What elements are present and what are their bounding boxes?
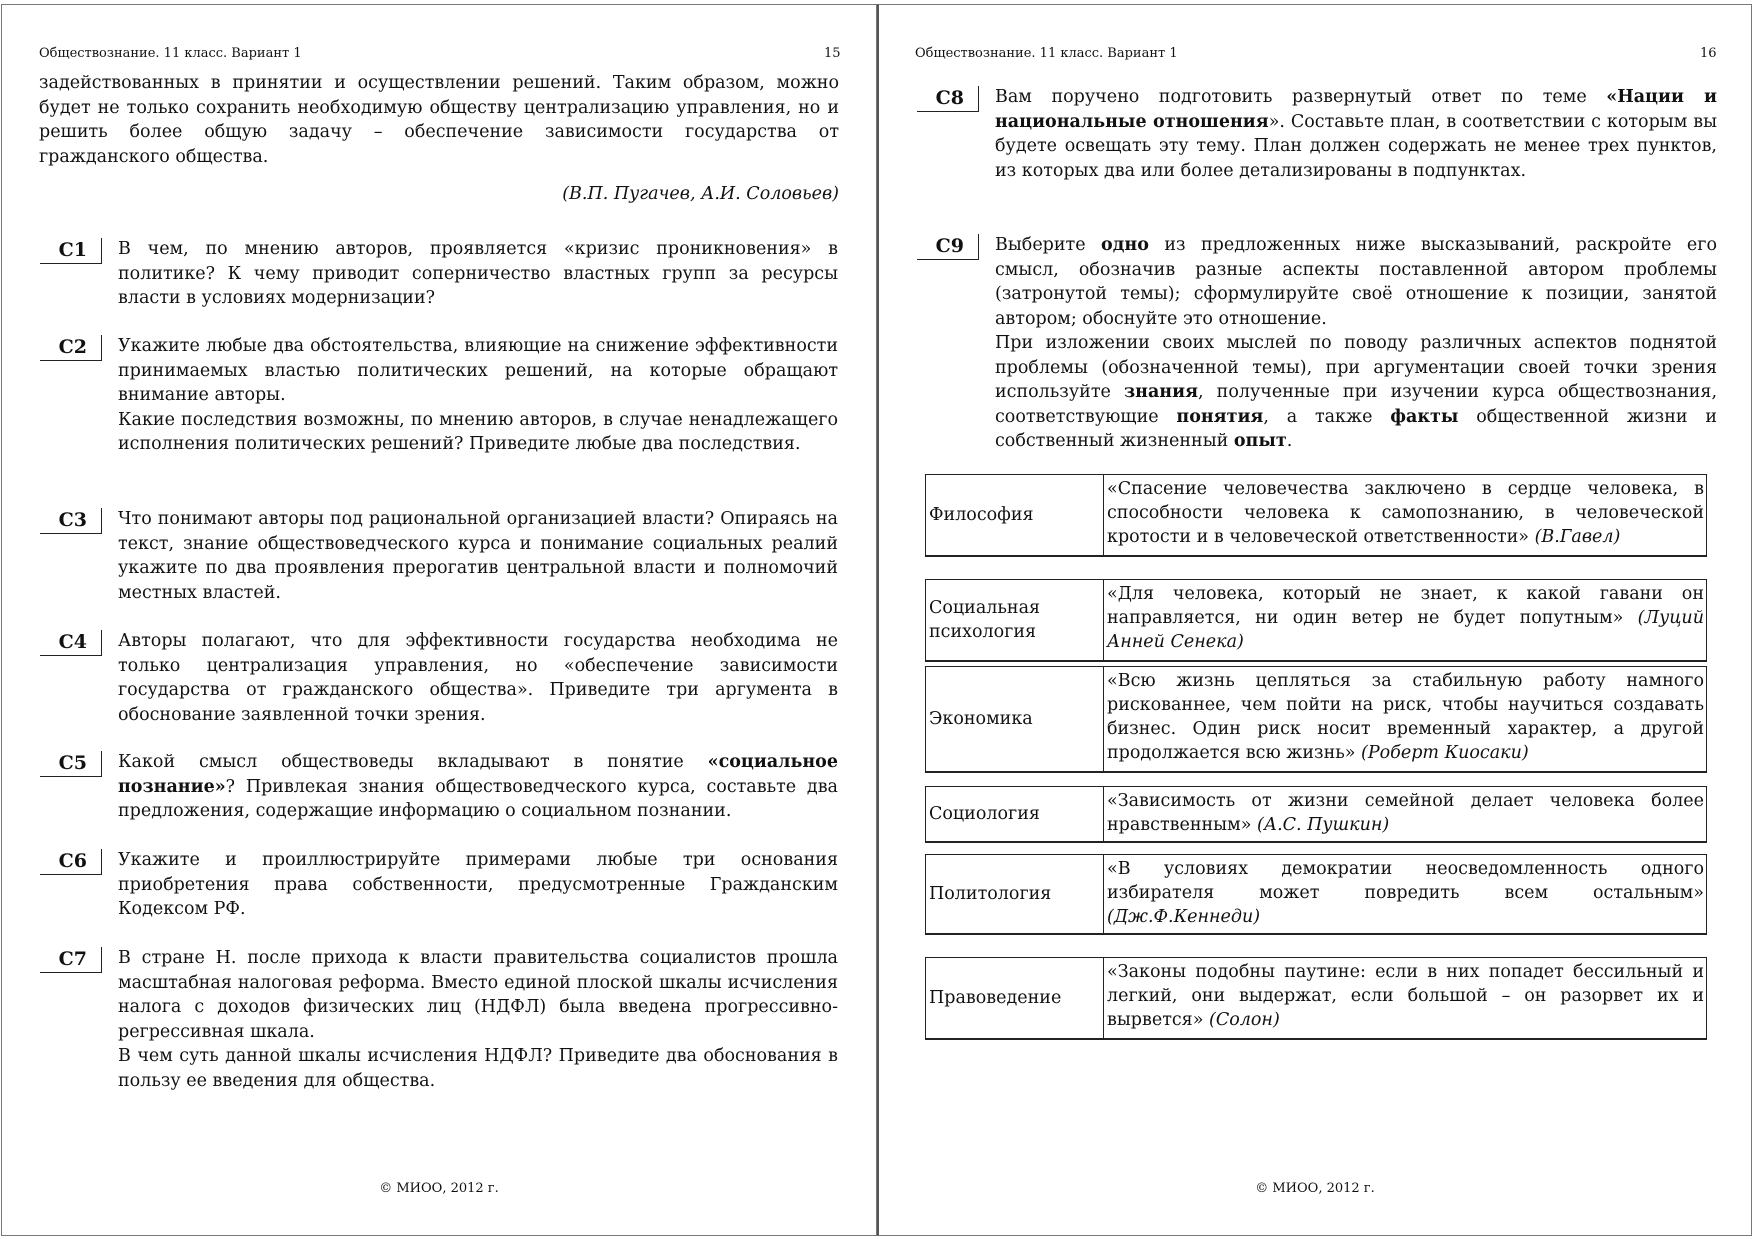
quote-author: (Солон) [1209,1010,1280,1030]
text-segment: Укажите любые два обстоятельства, влияющие на снижение эффективности принимаемых властью политических решений, на которые обращают внимание авторы. [118,336,838,405]
bold-text: «Нации и национальные отношения [995,87,1717,132]
question-paragraph [118,507,838,605]
text-segment: Выберите [995,235,1102,255]
quote-author: (В.Гавел) [1534,527,1621,547]
quote-option [925,957,1707,1040]
quote-cell [1104,855,1706,933]
question-paragraph [995,233,1717,331]
quote-author: (Дж.Ф.Кеннеди) [1107,907,1261,927]
bold-text: понятия [1176,406,1264,427]
quote-subject: Социология [926,787,1104,841]
question-label: С7 [40,947,102,973]
quote-text: «Всю жизнь цепляться за стабильную работу намного рискованнее, чем пойти на риск, чтобы научиться создавать бизнес. Один риск носит временный характер, а другой продолжается всю жизнь» [1107,671,1704,763]
text-segment: общественной жизни и собственный жизненный [995,406,1717,451]
text-segment: , а также [1263,406,1391,427]
quote-text: «В условиях демократии неосведомленность одного избирателя может повредить всем остальным» [1107,859,1704,903]
running-header: Обществознание. 11 класс. Вариант 1 [915,46,1178,61]
quote-text: «Спасение человечества заключено в сердце человека, в способности человека к самопознанию, в человеческой кротости и в человеческой ответственности» [1107,479,1704,547]
quote-cell [1104,667,1706,771]
quote-cell [1104,958,1706,1038]
copyright-footer: © МИОО, 2012 г. [1255,1181,1375,1196]
text-segment: Какой смысл обществоведы вкладывают в понятие [118,752,708,772]
quote-text: «Законы подобны паутине: если в них попадет бессильный и легкий, они выдержат, если большой – он разорвет их и вырвется» [1107,962,1704,1030]
question-text [118,946,838,1093]
bold-text: факты [1390,406,1459,427]
text-segment: Что понимают авторы под рациональной организацией власти? Опираясь на текст, знание обществоведческого курса и понимание социальных реалий укажите по два проявления прерогатив центральной власти и полномочий местных властей. [118,509,838,603]
bold-text: знания [1123,382,1199,402]
quote-author: (Луций Анней Сенека) [1107,608,1704,652]
question-label: С1 [40,238,102,264]
quote-text: «Зависимость от жизни семейной делает человека более нравственным» [1107,791,1704,835]
text-segment: В чем суть данной шкалы исчисления НДФЛ? Приведите два обоснования в пользу ее введения для общества. [118,1046,838,1091]
question-label: С8 [917,86,979,112]
question-label: С5 [40,751,102,777]
text-segment: . [1286,431,1293,451]
page-number: 16 [1700,46,1717,61]
text-segment: Вам поручено подготовить развернутый ответ по теме [995,87,1607,107]
question-label: С6 [40,849,102,875]
question-paragraph [118,408,838,457]
question-paragraph [995,85,1717,183]
text-segment: Авторы полагают, что для эффективности государства необходима не только централизация управления, но «обеспечение зависимости государства от гражданского общества». Приведите три аргумента в обоснование заявленной точки зрения. [118,631,838,725]
question-label: С3 [40,508,102,534]
quote-option [925,474,1707,557]
text-segment: , полученные при изучении курса обществознания, соответствующие [995,382,1718,427]
question-paragraph [118,946,838,1044]
text-segment: ». Составьте план, в соответствии с которым вы будете освещать эту тему. План должен содержать не менее трех пунктов, из которых два или более детализированы в подпунктах. [995,111,1718,181]
source-citation: (В.П. Пугачев, А.И. Соловьев) [562,184,839,204]
quote-author: (Роберт Киосаки) [1361,743,1529,763]
question-text [995,233,1717,454]
question-paragraph [118,629,838,727]
quote-option [925,854,1707,935]
quote-option [925,666,1707,773]
quote-subject: Политология [926,855,1104,933]
quote-subject: Правоведение [926,958,1104,1038]
question-text [118,629,838,727]
question-label: С9 [917,234,979,260]
quote-subject: Социальная психология [926,580,1104,660]
question-text [118,507,838,605]
quote-text: «Для человека, который не знает, к какой гавани он направляется, ни один ветер не будет попутным» [1107,584,1704,628]
question-paragraph [995,331,1717,454]
question-label: С4 [40,630,102,656]
question-paragraph [118,237,838,311]
running-header: Обществознание. 11 класс. Вариант 1 [39,46,302,61]
copyright-footer: © МИОО, 2012 г. [379,1181,499,1196]
page-15 [1,4,877,1236]
question-paragraph [118,848,838,922]
source-text-ending: задействованных в принятии и осуществлении решений. Таким образом, можно будет не только сохранить необходимую обществу централизацию управления, но и решить более общую задачу – обеспечение зависимости государства от гражданского общества. [39,73,839,167]
bold-text: «социальное познание» [118,752,838,797]
quote-author: (А.С. Пушкин) [1257,815,1390,835]
question-paragraph [118,334,838,408]
question-text [995,85,1717,183]
text-segment: Какие последствия возможны, по мнению авторов, в случае ненадлежащего исполнения политических решений? Приведите любые два последствия. [118,409,838,454]
question-text [118,334,838,457]
text-segment: из предложенных ниже высказываний, раскройте его смысл, обозначив разные аспекты поставленной автором проблемы (затронутой темы); сформулируйте своё отношение к позиции, занятой автором; обоснуйте это отношение. [995,235,1717,329]
text-segment: При изложении своих мыслей по поводу различных аспектов поднятой проблемы (обозначенной темы), при аргументации своей точки зрения используйте [995,333,1717,402]
text-segment: В чем, по мнению авторов, проявляется «кризис проникновения» в политике? К чему приводит соперничество властных групп за ресурсы власти в условиях модернизации? [118,239,838,308]
quote-cell [1104,787,1706,841]
bold-text: опыт [1233,431,1287,451]
quote-subject: Философия [926,475,1104,555]
text-segment: ? Привлекая знания обществоведческого курса, составьте два предложения, содержащие информацию о социальном познании. [118,776,838,821]
question-label: С2 [40,335,102,361]
quote-subject: Экономика [926,667,1104,771]
question-text [118,237,838,311]
page-number: 15 [824,46,841,61]
quote-option [925,579,1707,662]
quote-cell [1104,580,1706,660]
question-paragraph [118,750,838,824]
text-segment: В стране Н. после прихода к власти правительства социалистов прошла масштабная налоговая реформа. Вместо единой плоской шкалы исчисления налога с доходов физических лиц (НДФЛ) была введена прогрессивно-регрессивная шкала. [118,948,838,1042]
question-paragraph [118,1044,838,1093]
question-text [118,848,838,922]
text-segment: Укажите и проиллюстрируйте примерами любые три основания приобретения права собственности, предусмотренные Гражданским Кодексом РФ. [118,850,838,919]
bold-text: одно [1101,235,1149,255]
question-text [118,750,838,824]
quote-cell [1104,475,1706,555]
quote-option [925,786,1707,843]
